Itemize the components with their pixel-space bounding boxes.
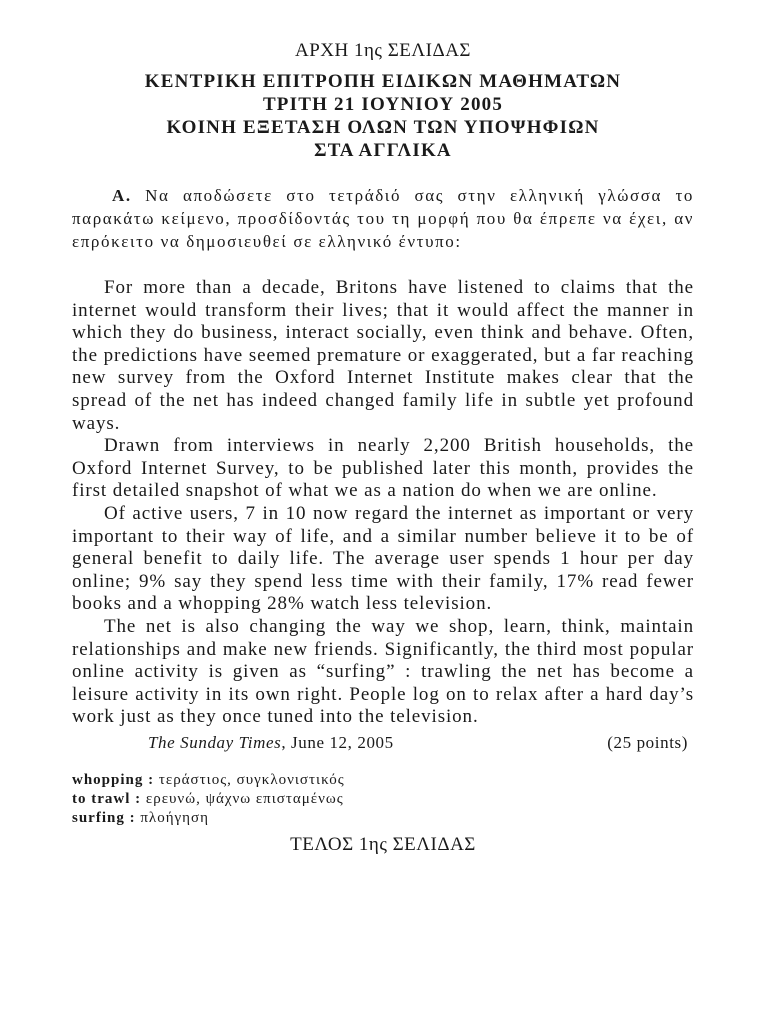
- glossary-definition: τεράστιος, συγκλονιστικός: [154, 771, 345, 788]
- page-end-marker: ΤΕΛΟΣ 1ης ΣΕΛΙΔΑΣ: [290, 833, 476, 855]
- glossary-item: [72, 771, 694, 790]
- title-line-committee: ΚΕΝΤΡΙΚΗ ΕΠΙΤΡΟΠΗ ΕΙΔΙΚΩΝ ΜΑΘΗΜΑΤΩΝ: [144, 71, 622, 92]
- points-value: (25 points): [607, 732, 688, 752]
- article-paragraph: The net is also changing the way we shop, learn, think, maintain relationships and make new friends. Significantly, the third most popular online activity is given as “surfing” : trawling the net has become a leisure activity in its own right. People log on to relax after a hard day’s work just as they once tuned into the television.: [72, 615, 694, 728]
- title-line-subject: ΣΤΑ ΑΓΓΛΙΚΑ: [314, 140, 452, 161]
- page-start-marker: ΑΡΧΗ 1ης ΣΕΛΙΔΑΣ: [295, 40, 471, 61]
- glossary-term: whopping :: [72, 771, 155, 788]
- glossary-definition: πλοήγηση: [135, 809, 209, 826]
- task-instruction: [72, 184, 694, 253]
- title-line-date: ΤΡΙΤΗ 21 ΙΟΥΝΙΟΥ 2005: [262, 94, 504, 115]
- glossary-definition: ερευνώ, ψάχνω επισταμένως: [141, 790, 344, 807]
- glossary-item: [72, 809, 694, 828]
- source-date: , June 12, 2005: [281, 732, 394, 752]
- source-publication: The Sunday Times: [148, 732, 282, 752]
- exam-title: [72, 70, 694, 162]
- article-paragraph: For more than a decade, Britons have listened to claims that the internet would transform their lives; that it would affect the manner in which they do business, interact socially, even think and behave. Often, the predictions have seemed premature or exaggerated, but a far reaching new survey from the Oxford Internet Institute makes clear that the spread of the net has indeed changed family life in subtle yet profound ways.: [72, 277, 694, 434]
- glossary-term: surfing :: [72, 809, 136, 826]
- title-line-exam: ΚΟΙΝΗ ΕΞΕΤΑΣΗ ΟΛΩΝ ΤΩΝ ΥΠΟΨΗΦΙΩΝ: [166, 117, 600, 138]
- article-paragraph: Of active users, 7 in 10 now regard the internet as important or very important to their way of life, and a similar number believe it to be of general benefit to daily life. The average user spends 1 hour per day online; 9% say they spend less time with their family, 17% read fewer books and a whopping 28% watch less television.: [72, 502, 694, 615]
- article-paragraph: Drawn from interviews in nearly 2,200 British households, the Oxford Internet Survey, to be published later this month, provides the first detailed snapshot of what we as a nation do when we are online.: [72, 435, 694, 502]
- glossary-item: [72, 790, 694, 809]
- article-source: [148, 733, 394, 753]
- task-text: Να αποδώσετε στο τετράδιό σας στην ελληνική γλώσσα το παρακάτω κείμενο, προσδίδοντάς του τη μορφή που θα έπρεπε να έχει, αν επρόκειτο να δημοσιευθεί σε ελληνικό έντυπο:: [72, 186, 694, 251]
- source-row: [72, 731, 694, 757]
- article-text: [72, 277, 694, 729]
- glossary: [72, 771, 694, 828]
- exam-page: [72, 40, 694, 856]
- glossary-term: to trawl :: [72, 790, 142, 807]
- task-label: Α.: [112, 186, 132, 205]
